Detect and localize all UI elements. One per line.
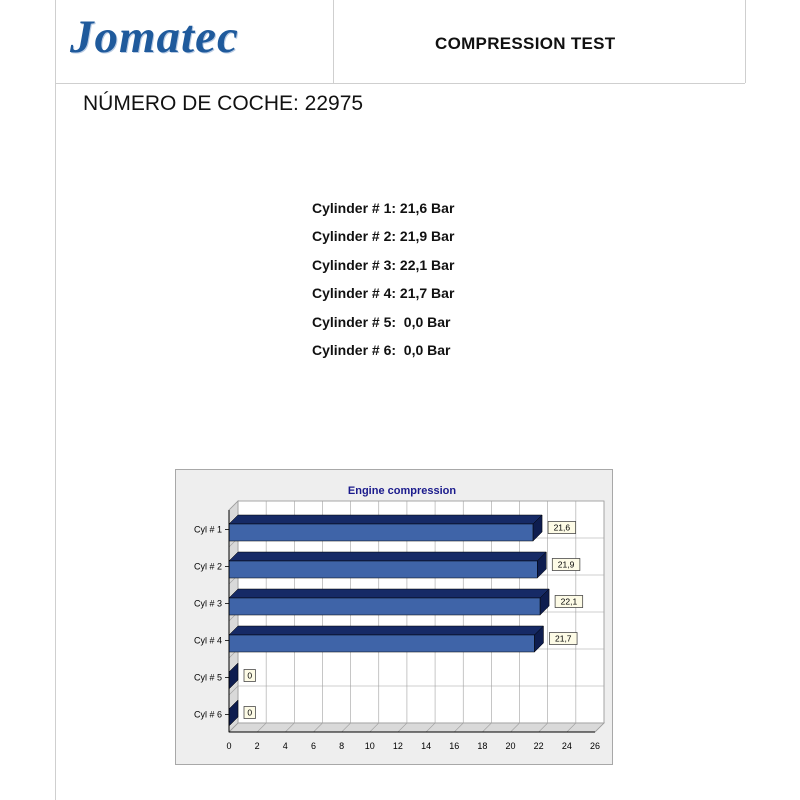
y-category-label: Cyl # 5 bbox=[193, 672, 222, 683]
page-border-right bbox=[745, 0, 746, 83]
cylinder-reading: Cylinder # 5: 0,0 Bar bbox=[312, 313, 451, 330]
x-tick-label: 18 bbox=[477, 741, 488, 751]
bar bbox=[229, 561, 537, 578]
cylinder-reading: Cylinder # 3: 22,1 Bar bbox=[312, 256, 455, 273]
x-tick-label: 6 bbox=[310, 741, 316, 751]
plot-floor bbox=[229, 723, 604, 732]
company-logo: Jomatec bbox=[70, 11, 239, 63]
chart-svg bbox=[176, 470, 614, 766]
data-label: 21,6 bbox=[553, 522, 571, 533]
y-category-label: Cyl # 3 bbox=[193, 598, 222, 609]
x-tick-label: 12 bbox=[392, 741, 403, 751]
x-tick-label: 20 bbox=[505, 741, 516, 751]
x-tick-label: 10 bbox=[364, 741, 375, 751]
data-label: 21,9 bbox=[557, 559, 575, 570]
bar-top-face bbox=[229, 552, 546, 561]
data-label: 21,7 bbox=[554, 633, 572, 644]
x-tick-label: 16 bbox=[449, 741, 460, 751]
bar bbox=[229, 635, 534, 652]
x-tick-label: 4 bbox=[282, 741, 288, 751]
y-category-label: Cyl # 6 bbox=[193, 709, 222, 720]
document-title: COMPRESSION TEST bbox=[435, 34, 616, 53]
x-tick-label: 2 bbox=[254, 741, 260, 751]
header-bottom-border bbox=[55, 83, 745, 84]
x-tick-label: 22 bbox=[533, 741, 544, 751]
cylinder-reading: Cylinder # 1: 21,6 Bar bbox=[312, 200, 455, 216]
data-label: 22,1 bbox=[560, 596, 578, 607]
bar bbox=[229, 598, 540, 615]
data-label: 0 bbox=[247, 670, 253, 681]
bar-top-face bbox=[229, 626, 543, 635]
bar-top-face bbox=[229, 515, 542, 524]
y-category-label: Cyl # 4 bbox=[193, 635, 222, 646]
x-tick-label: 24 bbox=[561, 741, 572, 751]
bar-top-face bbox=[229, 589, 549, 598]
cylinder-reading: Cylinder # 4: 21,7 Bar bbox=[312, 285, 455, 302]
chart-title: Engine compression bbox=[347, 485, 457, 497]
car-number: NÚMERO DE COCHE: 22975 bbox=[83, 92, 364, 115]
page-border-left bbox=[55, 0, 56, 800]
x-tick-label: 14 bbox=[421, 741, 432, 751]
x-tick-label: 26 bbox=[589, 741, 601, 751]
x-tick-label: 0 bbox=[226, 741, 232, 751]
header-divider bbox=[333, 0, 334, 83]
cylinder-reading: Cylinder # 2: 21,9 Bar bbox=[312, 228, 455, 245]
engine-compression-chart bbox=[175, 469, 613, 765]
x-tick-label: 8 bbox=[339, 741, 345, 751]
y-category-label: Cyl # 1 bbox=[193, 524, 222, 535]
cylinder-reading: Cylinder # 6: 0,0 Bar bbox=[312, 341, 451, 358]
bar bbox=[229, 524, 533, 541]
data-label: 0 bbox=[247, 707, 253, 718]
y-category-label: Cyl # 2 bbox=[193, 561, 222, 572]
cylinder-readings bbox=[312, 198, 454, 368]
